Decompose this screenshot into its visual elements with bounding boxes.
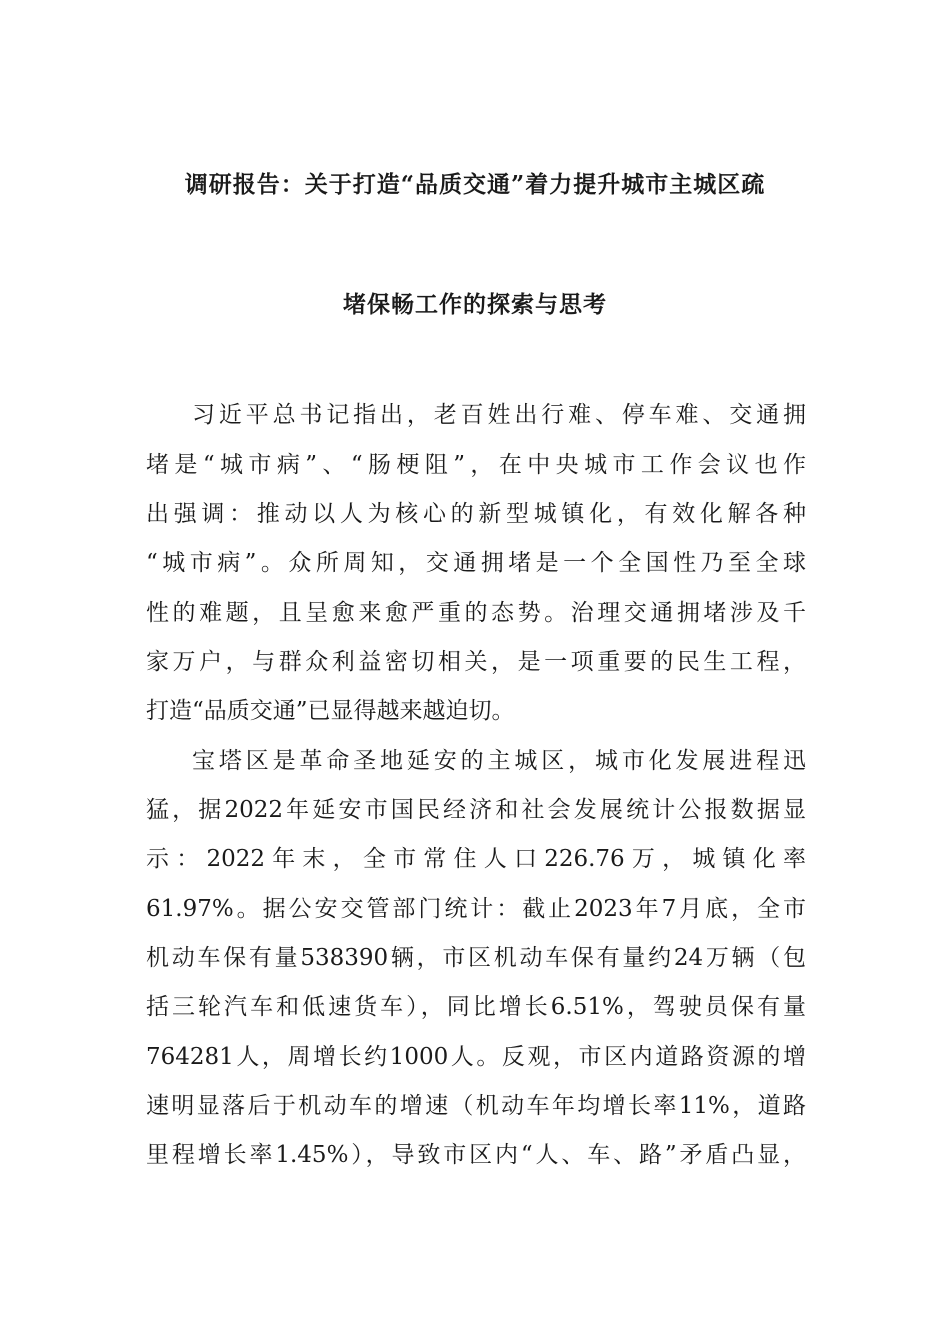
paragraph-2-line: 示：2022年末，全市常住人口226.76万，城镇化率 — [146, 846, 806, 872]
paragraph-2-line: 61.97%。据公安交管部门统计：截止2023年7月底，全市 — [146, 896, 806, 922]
paragraph-2-line: 里程增长率1.45%），导致市区内“人、车、路”矛盾凸显， — [146, 1142, 806, 1168]
paragraph-2-line: 速明显落后于机动车的增速（机动车年均增长率11%，道路 — [146, 1093, 806, 1119]
paragraph-2-line: 764281人，周增长约1000人。反观，市区内道路资源的增 — [146, 1044, 806, 1070]
paragraph-1-line: 堵是“城市病”、“肠梗阻”，在中央城市工作会议也作 — [146, 452, 806, 478]
document-title-line-2: 堵保畅工作的探索与思考 — [343, 291, 607, 318]
paragraph-2-line: 猛，据2022年延安市国民经济和社会发展统计公报数据显 — [146, 797, 806, 823]
paragraph-2-line: 括三轮汽车和低速货车），同比增长6.51%，驾驶员保有量 — [146, 994, 806, 1020]
paragraph-2-line: 机动车保有量538390辆，市区机动车保有量约24万辆（包 — [146, 945, 806, 971]
document-title-line-1: 调研报告：关于打造“品质交通”着力提升城市主城区疏 — [184, 171, 766, 198]
paragraph-1-line: 出强调：推动以人为核心的新型城镇化，有效化解各种 — [146, 501, 806, 527]
paragraph-2-line: 宝塔区是革命圣地延安的主城区，城市化发展进程迅 — [192, 748, 806, 774]
paragraph-1-line: 习近平总书记指出，老百姓出行难、停车难、交通拥 — [192, 402, 806, 428]
paragraph-1-line: 家万户，与群众利益密切相关，是一项重要的民生工程， — [146, 649, 806, 675]
paragraph-1-line: 打造“品质交通”已显得越来越迫切。 — [146, 698, 515, 724]
paragraph-1-line: 性的难题，且呈愈来愈严重的态势。治理交通拥堵涉及千 — [146, 600, 806, 626]
paragraph-1-line: “城市病”。众所周知，交通拥堵是一个全国性乃至全球 — [146, 550, 806, 576]
